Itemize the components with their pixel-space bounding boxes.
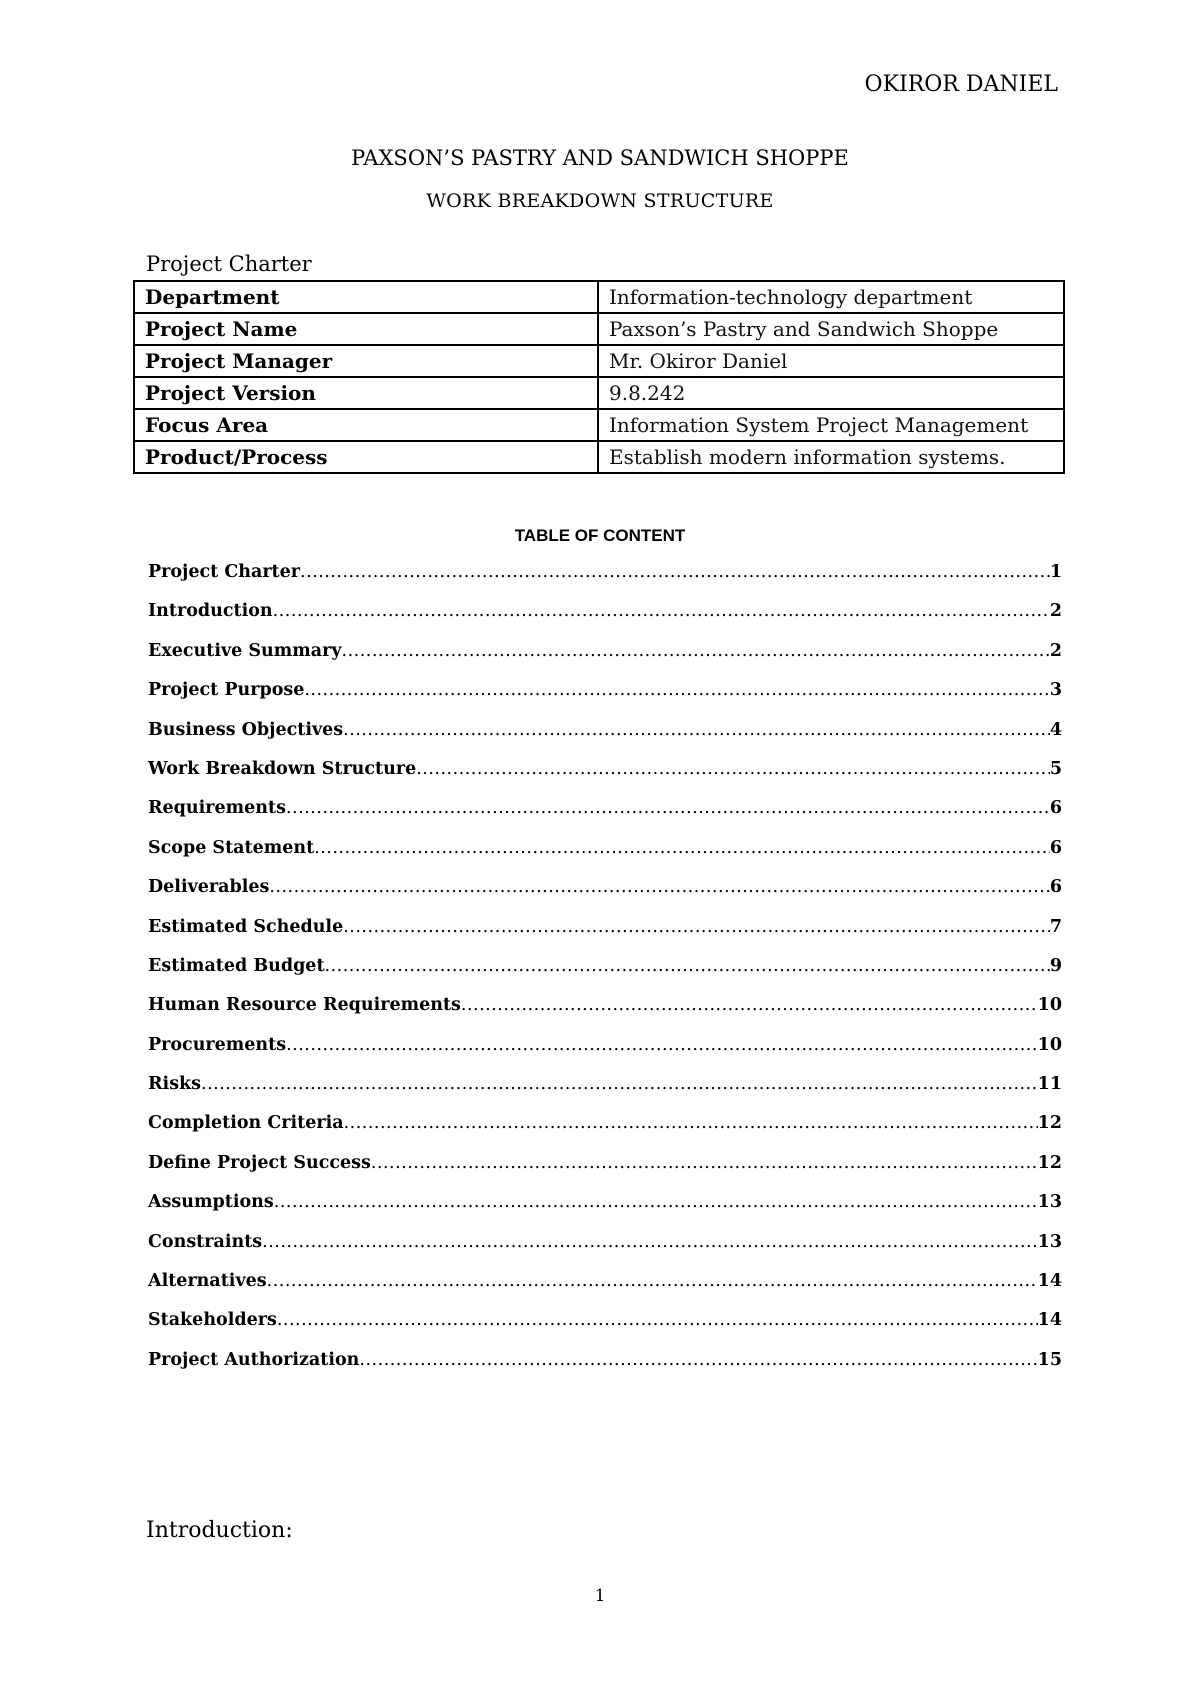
toc-leader bbox=[343, 720, 1050, 740]
toc-entry[interactable] bbox=[148, 641, 1062, 680]
toc-entry[interactable] bbox=[148, 1153, 1062, 1192]
toc-entry[interactable] bbox=[148, 838, 1062, 877]
charter-value: Information-technology department bbox=[598, 281, 1064, 313]
toc-leader bbox=[286, 798, 1050, 818]
toc-entry-page: 4 bbox=[1049, 719, 1062, 740]
toc-entry-page: 15 bbox=[1037, 1349, 1062, 1370]
toc-entry[interactable] bbox=[148, 995, 1062, 1034]
toc-entry-page: 7 bbox=[1049, 916, 1062, 937]
toc-entry[interactable] bbox=[148, 680, 1062, 719]
toc-leader bbox=[286, 1035, 1038, 1055]
charter-row bbox=[134, 281, 1064, 313]
toc-entry-page: 12 bbox=[1037, 1113, 1062, 1134]
toc-leader bbox=[304, 680, 1049, 700]
toc-leader bbox=[325, 956, 1050, 976]
toc-entry-page: 14 bbox=[1037, 1310, 1062, 1331]
toc-entry[interactable] bbox=[148, 1232, 1062, 1271]
table-of-contents bbox=[148, 562, 1062, 1389]
toc-entry-title: Define Project Success bbox=[148, 1152, 371, 1173]
toc-entry-page: 5 bbox=[1049, 758, 1062, 779]
toc-entry-page: 13 bbox=[1037, 1231, 1062, 1252]
charter-key: Project Version bbox=[134, 377, 598, 409]
toc-entry-page: 6 bbox=[1049, 837, 1062, 858]
charter-value: Establish modern information systems. bbox=[598, 441, 1064, 473]
toc-leader bbox=[359, 1350, 1037, 1370]
charter-key: Department bbox=[134, 281, 598, 313]
introduction-heading: Introduction: bbox=[146, 1518, 293, 1543]
charter-value: 9.8.242 bbox=[598, 377, 1064, 409]
toc-leader bbox=[314, 838, 1050, 858]
toc-entry-title: Procurements bbox=[148, 1034, 287, 1055]
toc-entry-page: 14 bbox=[1037, 1271, 1062, 1292]
toc-leader bbox=[274, 1192, 1038, 1212]
toc-entry-title: Constraints bbox=[148, 1231, 263, 1252]
toc-entry[interactable] bbox=[148, 720, 1062, 759]
toc-entry[interactable] bbox=[148, 798, 1062, 837]
charter-label: Project Charter bbox=[146, 252, 312, 276]
toc-leader bbox=[277, 1310, 1038, 1330]
toc-entry-page: 10 bbox=[1037, 1034, 1062, 1055]
charter-row bbox=[134, 441, 1064, 473]
toc-entry-title: Project Charter bbox=[148, 562, 300, 582]
charter-row bbox=[134, 409, 1064, 441]
charter-key: Project Manager bbox=[134, 345, 598, 377]
toc-leader bbox=[269, 877, 1049, 897]
toc-entry-title: Risks bbox=[148, 1074, 202, 1095]
toc-heading: TABLE OF CONTENT bbox=[514, 526, 686, 545]
author-header: OKIROR DANIEL bbox=[864, 72, 1058, 97]
toc-leader bbox=[343, 917, 1050, 937]
toc-entry-page: 11 bbox=[1037, 1074, 1062, 1095]
toc-entry-title: Introduction bbox=[148, 601, 273, 622]
toc-entry[interactable] bbox=[148, 917, 1062, 956]
toc-entry[interactable] bbox=[148, 956, 1062, 995]
toc-leader bbox=[416, 759, 1050, 779]
toc-entry-title: Assumptions bbox=[148, 1192, 274, 1213]
charter-key: Project Name bbox=[134, 313, 598, 345]
toc-entry[interactable] bbox=[148, 562, 1062, 601]
toc-entry-page: 1 bbox=[1049, 562, 1062, 582]
toc-entry-page: 6 bbox=[1049, 877, 1062, 898]
toc-leader bbox=[461, 995, 1038, 1015]
toc-entry-title: Project Authorization bbox=[148, 1349, 360, 1370]
toc-entry[interactable] bbox=[148, 1074, 1062, 1113]
toc-leader bbox=[201, 1074, 1038, 1094]
charter-value: Paxson’s Pastry and Sandwich Shoppe bbox=[598, 313, 1064, 345]
toc-entry[interactable] bbox=[148, 1271, 1062, 1310]
toc-entry[interactable] bbox=[148, 1113, 1062, 1152]
toc-entry[interactable] bbox=[148, 1035, 1062, 1074]
toc-entry-title: Human Resource Requirements bbox=[148, 995, 461, 1016]
toc-leader bbox=[371, 1153, 1038, 1173]
toc-entry-title: Alternatives bbox=[148, 1271, 267, 1292]
toc-entry-title: Completion Criteria bbox=[148, 1113, 344, 1134]
page-number: 1 bbox=[594, 1586, 606, 1606]
toc-leader bbox=[300, 562, 1050, 582]
toc-entry-title: Project Purpose bbox=[148, 680, 305, 701]
charter-value: Mr. Okiror Daniel bbox=[598, 345, 1064, 377]
toc-leader bbox=[342, 641, 1050, 661]
toc-entry-title: Executive Summary bbox=[148, 640, 342, 661]
toc-entry-title: Scope Statement bbox=[148, 837, 315, 858]
toc-entry-title: Work Breakdown Structure bbox=[148, 758, 417, 779]
toc-entry-page: 12 bbox=[1037, 1152, 1062, 1173]
charter-row bbox=[134, 345, 1064, 377]
charter-row bbox=[134, 377, 1064, 409]
toc-entry-page: 3 bbox=[1049, 680, 1062, 701]
charter-key: Product/Process bbox=[134, 441, 598, 473]
document-title: PAXSON’S PASTRY AND SANDWICH SHOPPE bbox=[351, 146, 849, 170]
toc-entry-page: 2 bbox=[1049, 601, 1062, 622]
toc-entry[interactable] bbox=[148, 877, 1062, 916]
toc-entry[interactable] bbox=[148, 759, 1062, 798]
charter-row bbox=[134, 313, 1064, 345]
toc-entry-page: 13 bbox=[1037, 1192, 1062, 1213]
toc-entry-page: 2 bbox=[1049, 640, 1062, 661]
toc-entry-title: Requirements bbox=[148, 798, 286, 819]
toc-entry-title: Business Objectives bbox=[148, 719, 344, 740]
toc-entry-title: Deliverables bbox=[148, 877, 270, 898]
toc-leader bbox=[262, 1232, 1038, 1252]
toc-entry-page: 6 bbox=[1049, 798, 1062, 819]
toc-leader bbox=[273, 601, 1050, 621]
toc-entry-title: Stakeholders bbox=[148, 1310, 277, 1331]
toc-entry[interactable] bbox=[148, 1192, 1062, 1231]
toc-leader bbox=[344, 1113, 1038, 1133]
document-subtitle: WORK BREAKDOWN STRUCTURE bbox=[426, 190, 774, 212]
toc-entry-page: 10 bbox=[1037, 995, 1062, 1016]
charter-key: Focus Area bbox=[134, 409, 598, 441]
toc-entry[interactable] bbox=[148, 1350, 1062, 1389]
toc-leader bbox=[267, 1271, 1038, 1291]
charter-value: Information System Project Management bbox=[598, 409, 1064, 441]
toc-entry-title: Estimated Budget bbox=[148, 955, 325, 976]
toc-entry[interactable] bbox=[148, 601, 1062, 640]
toc-entry-page: 9 bbox=[1049, 955, 1062, 976]
toc-entry[interactable] bbox=[148, 1310, 1062, 1349]
toc-entry-title: Estimated Schedule bbox=[148, 916, 344, 937]
charter-table bbox=[133, 280, 1065, 474]
